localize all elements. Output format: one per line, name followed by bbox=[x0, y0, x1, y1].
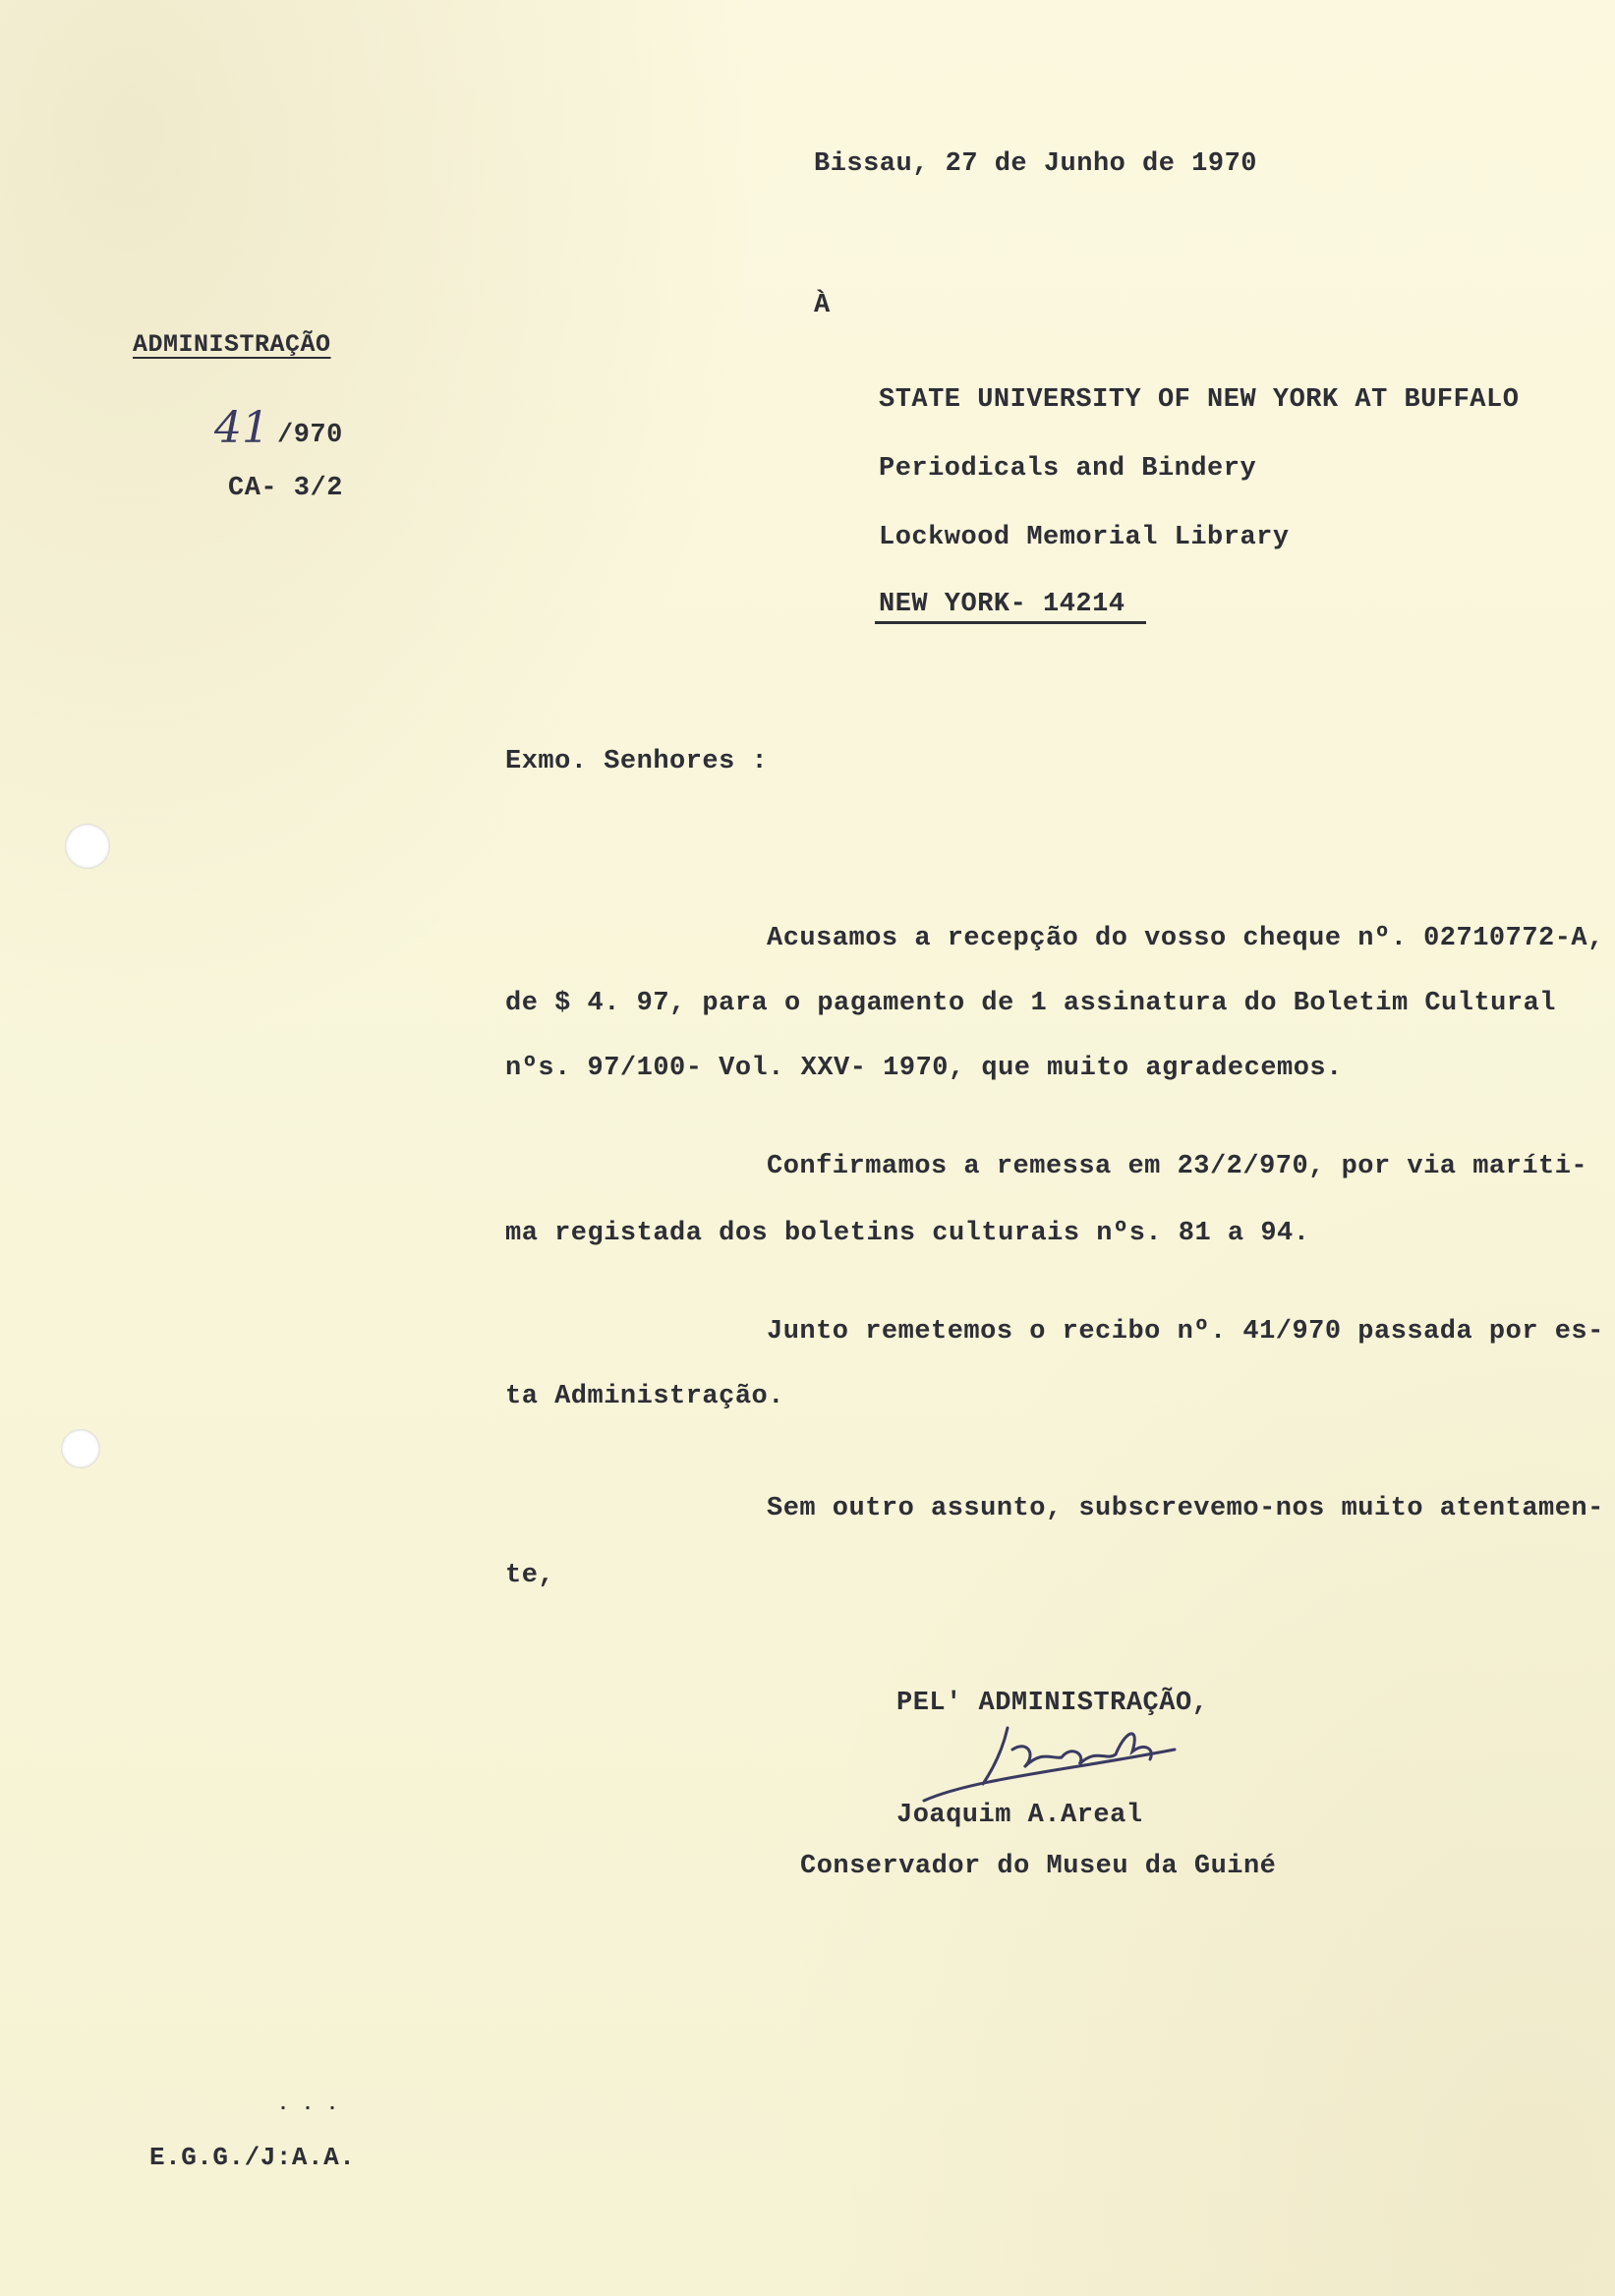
paragraph-1-line-3: nºs. 97/100- Vol. XXV- 1970, que muito agradecemos. bbox=[505, 1054, 1343, 1083]
paragraph-2-line-1: Confirmamos a remessa em 23/2/970, por via maríti- bbox=[767, 1152, 1588, 1181]
punch-hole-top bbox=[65, 824, 110, 869]
reference-number-handwritten: 41 bbox=[214, 403, 269, 453]
closing-by-line: PEL' ADMINISTRAÇÃO, bbox=[896, 1689, 1209, 1718]
footer-initials: E.G.G./J:A.A. bbox=[149, 2143, 356, 2172]
paragraph-3-line-2: ta Administração. bbox=[505, 1382, 784, 1411]
paragraph-3-line-1: Junto remetemos o recibo nº. 41/970 passada por es- bbox=[767, 1317, 1604, 1347]
footer-dots: . . . bbox=[277, 2094, 339, 2116]
reference-year: /970 bbox=[277, 421, 343, 450]
signer-title: Conservador do Museu da Guiné bbox=[800, 1852, 1277, 1881]
date-line: Bissau, 27 de Junho de 1970 bbox=[814, 149, 1257, 179]
department-heading: ADMINISTRAÇÃO bbox=[133, 330, 331, 359]
recipient-marker: À bbox=[814, 291, 831, 320]
salutation: Exmo. Senhores : bbox=[505, 747, 769, 776]
paragraph-2-line-2: ma registada dos boletins culturais nºs. 81 a 94. bbox=[505, 1219, 1310, 1248]
paragraph-1-line-1: Acusamos a recepção do vosso cheque nº. 02710772-A, bbox=[767, 924, 1604, 953]
recipient-line-2: Periodicals and Bindery bbox=[879, 454, 1257, 484]
reference-code: CA- 3/2 bbox=[228, 474, 343, 503]
paragraph-4-line-2: te, bbox=[505, 1561, 555, 1590]
recipient-line-1: STATE UNIVERSITY OF NEW YORK AT BUFFALO bbox=[879, 385, 1520, 415]
signer-name: Joaquim A.Areal bbox=[896, 1801, 1143, 1830]
paragraph-1-line-2: de $ 4. 97, para o pagamento de 1 assinatura do Boletim Cultural bbox=[505, 989, 1556, 1018]
recipient-line-3: Lockwood Memorial Library bbox=[879, 523, 1290, 552]
recipient-line-4: NEW YORK- 14214 bbox=[879, 590, 1125, 619]
paragraph-4-line-1: Sem outro assunto, subscrevemo-nos muito atentamen- bbox=[767, 1494, 1604, 1523]
punch-hole-bottom bbox=[61, 1429, 100, 1468]
address-underline bbox=[875, 621, 1146, 624]
